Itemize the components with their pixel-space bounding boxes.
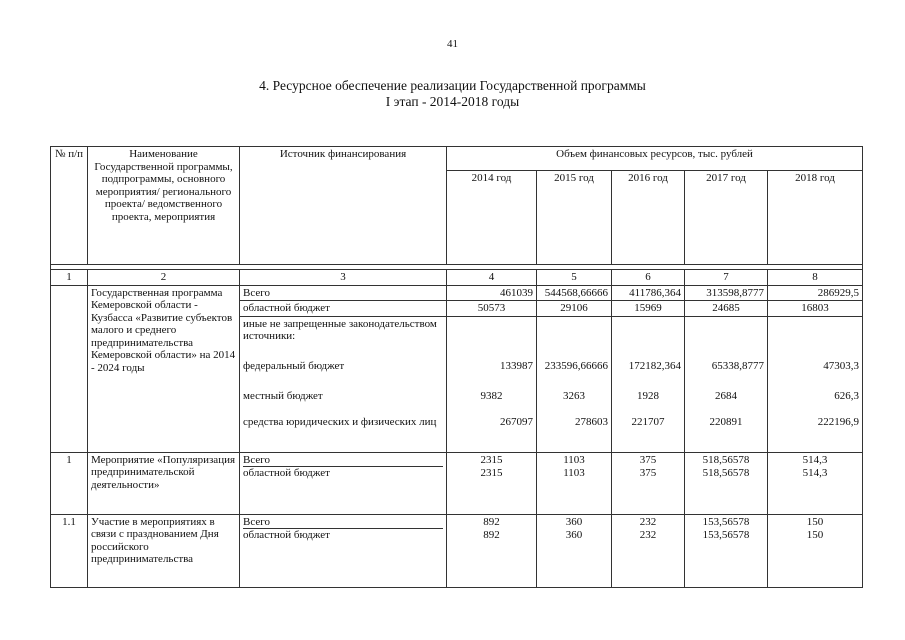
value-cell: 232 [639,528,657,541]
source-block [240,514,447,587]
source-block [240,316,447,452]
value-block [447,514,537,587]
col-number: 8 [768,270,863,286]
source-cell: средства юридических и физических лиц [243,415,437,428]
header-year: 2017 год [685,171,768,265]
value-cell: 172182,364 [628,359,681,372]
value-block [685,316,768,452]
value-cell: 16803 [768,301,863,317]
value-cell: 47303,3 [823,359,860,372]
value-cell: 133987 [500,359,533,372]
value-block [537,452,612,514]
value-cell: 313598,8777 [685,285,768,301]
value-cell: 892 [483,528,500,541]
source-block [240,452,447,514]
value-block [768,316,863,452]
program-name: Государственная программа Кемеровской области - Кузбасса «Развитие субъектов малого и среднего предпринимательства Кемеровской области» на 2014 - 2024 годы [88,285,240,452]
value-cell: 518,56578 [702,466,750,479]
col-number: 4 [447,270,537,286]
header-source: Источник финансирования [240,147,447,265]
value-cell: 150 [806,528,824,541]
value-cell: 150 [806,515,824,528]
value-cell: 153,56578 [702,528,750,541]
source-cell: федеральный бюджет [243,359,345,372]
col-number: 7 [685,270,768,286]
value-cell: 461039 [447,285,537,301]
value-cell: 286929,5 [768,285,863,301]
value-cell: 278603 [575,415,608,428]
value-cell: 222196,9 [817,415,860,428]
header-volume: Объем финансовых ресурсов, тыс. рублей [447,147,863,171]
value-cell: 50573 [447,301,537,317]
source-cell: областной бюджет [243,467,443,480]
header-name: Наименование Государственной программы, подпрограммы, основного мероприятия/ регионального проекта/ ведомственного проекта, мероприятия [88,147,240,265]
title-line-1: 4. Ресурсное обеспечение реализации Государственной программы [259,78,646,93]
value-cell: 153,56578 [702,515,750,528]
value-cell: 24685 [685,301,768,317]
col-number: 5 [537,270,612,286]
value-block [537,316,612,452]
program-num [51,285,88,452]
value-cell: 626,3 [834,389,860,402]
measure-num: 1.1 [51,514,88,587]
value-block [537,514,612,587]
value-cell: 2684 [715,389,737,402]
source-cell: иные не запрещенные законодательством источники: [243,317,437,342]
value-cell: 2315 [480,453,503,466]
resource-table [50,146,863,588]
header-num: № п/п [51,147,88,265]
value-cell: 360 [565,515,583,528]
value-cell: 15969 [612,301,685,317]
value-cell: 220891 [709,415,743,428]
value-cell: 9382 [480,389,503,402]
value-block [685,452,768,514]
value-cell: 360 [565,528,583,541]
header-year: 2014 год [447,171,537,265]
value-cell: 518,56578 [702,453,750,466]
header-year: 2015 год [537,171,612,265]
value-cell: 221707 [631,415,665,428]
source-cell: Всего [243,453,270,466]
source-cell: местный бюджет [243,389,323,402]
value-cell: 65338,8777 [711,359,764,372]
measure-name: Участие в мероприятиях в связи с празднованием Дня российского предпринимательства [88,514,240,587]
value-cell: 375 [639,466,657,479]
col-number: 1 [51,270,88,286]
source-cell: областной бюджет [243,529,443,542]
value-cell: 892 [483,515,500,528]
value-block [768,514,863,587]
value-cell: 29106 [537,301,612,317]
value-cell: 2315 [480,466,503,479]
value-block [612,514,685,587]
measure-num: 1 [51,452,88,514]
col-number: 3 [240,270,447,286]
col-number: 6 [612,270,685,286]
value-cell: 375 [639,453,657,466]
value-cell: 232 [639,515,657,528]
title-line-2: I этап - 2014-2018 годы [385,94,520,109]
value-block [447,452,537,514]
page-number: 41 [447,38,458,50]
value-cell: 233596,66666 [544,359,608,372]
value-cell: 514,3 [802,466,828,479]
value-block [685,514,768,587]
source-cell: Всего [243,515,270,528]
value-cell: 1103 [563,466,585,479]
measure-name: Мероприятие «Популяризация предпринимательской деятельности» [88,452,240,514]
value-cell: 1928 [637,389,659,402]
value-cell: 514,3 [802,453,828,466]
value-block [612,316,685,452]
header-year: 2018 год [768,171,863,265]
source-cell: Всего [240,285,447,301]
value-block [447,316,537,452]
value-block [612,452,685,514]
value-cell: 544568,66666 [537,285,612,301]
value-block [768,452,863,514]
col-number: 2 [88,270,240,286]
header-year: 2016 год [612,171,685,265]
source-cell: областной бюджет [240,301,447,317]
value-cell: 411786,364 [612,285,685,301]
value-cell: 267097 [500,415,533,428]
value-cell: 1103 [563,453,585,466]
value-cell: 3263 [563,389,585,402]
page-title [0,78,905,110]
